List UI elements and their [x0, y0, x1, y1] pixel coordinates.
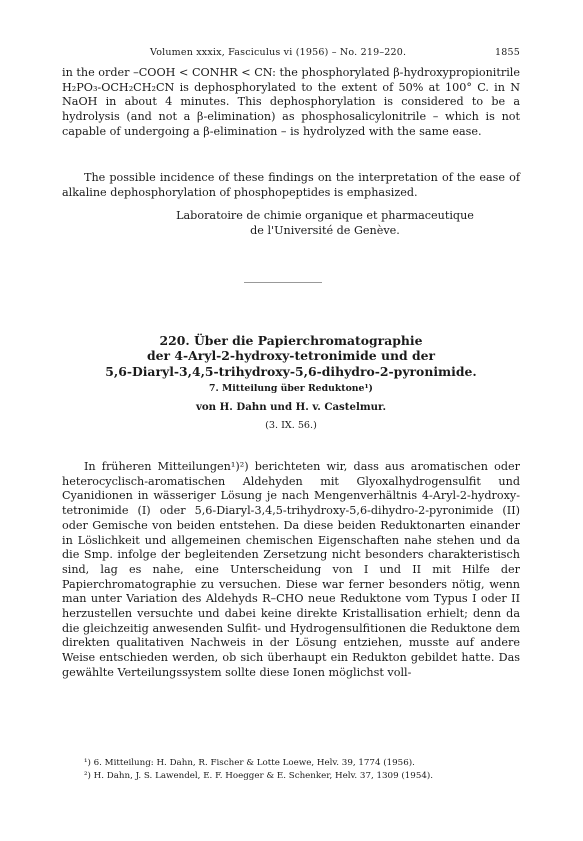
article-authors: von H. Dahn und H. v. Castelmur. [195, 401, 387, 413]
incidence-text: The possible incidence of these findings on the interpretation of the ease of alkaline dephosphorylation of phosphopeptides is emphasized. [62, 171, 520, 199]
affiliation-line-1: Laboratoire de chimie organique et pharmaceutique [176, 209, 474, 222]
intro-paragraph [62, 460, 520, 681]
incidence-paragraph [62, 171, 520, 200]
affiliation [62, 208, 520, 238]
article-title-line-1: 220. Über die Papierchromatographie [159, 333, 423, 348]
page-number: 1855 [495, 47, 520, 58]
article-title-line-3: 5,6-Diaryl-3,4,5-trihydroxy-5,6-dihydro-2-pyronimide. [105, 363, 477, 379]
footnotes [62, 757, 520, 782]
intro-text: In früheren Mitteilungen¹)²) berichteten wir, dass aus aromatischen oder heterocyclisch-aromatischen Aldehyden mit Glyoxalhydrogensulfit und Cyanidionen in wässeriger Lösung je nach Mengenverhältnis 4-Aryl-2-hydroxy-tetronimide (I) oder 5,6-Diaryl-3,4,5-trihydroxy-5,6-dihydro-2-pyronimide (II) oder Gemische von beiden entstehen. Da diese beiden Reduktonarten einander in Löslichkeit und allgemeinen chemischen Eigenschaften nahe stehen und da die Smp. infolge der begleitenden Zersetzung nicht besonders charakteristisch sind, lag es nahe, eine Unterscheidung von I und II mit Hilfe der Papierchromatographie zu versuchen. Diese war ferner besonders nötig, wenn man unter Variation des Aldehyds R–CHO neue Reduktone vom Typus I oder II herzustellen versuchte und dabei keine direkte Kristallisation erhielt; denn da die gleichzeitig anwesenden Sulfit- und Hydrogensulfitionen die Reduktone dem direkten qualitativen Nachweis in der Lösung entziehen, musste auf andere Weise entschieden werden, ob sich überhaupt ein Redukton gebildet hatte. Das gewählte Verteilungssystem sollte diese Ionen möglichst voll- [62, 460, 520, 679]
continuation-text: in the order –COOH < CONHR < CN: the phosphorylated β-hydroxypropionitrile H₂PO₃-OCH₂CH₂CN is dephosphorylated to the extent of 50% at 100° C. in N NaOH in about 4 minutes. This dephosphorylation is considered to be a hydrolysis (and not a β-elimination) as phosphosalicylonitrile – which is not capable of undergoing a β-elimination – is hydrolyzed with the same ease. [62, 66, 520, 138]
article-title [62, 333, 520, 379]
continuation-paragraph [62, 66, 520, 140]
running-head: Volumen xxxix, Fasciculus vi (1956) – No. 219–220. [150, 47, 407, 58]
article-date: (3. IX. 56.) [265, 420, 317, 431]
article-title-line-2: der 4-Aryl-2-hydroxy-tetronimide und der [146, 348, 436, 364]
article-subtitle: 7. Mitteilung über Reduktone¹) [209, 383, 373, 394]
affiliation-line-2: de l'Université de Genève. [250, 224, 400, 237]
footnote-2: ²) H. Dahn, J. S. Lawendel, E. F. Hoegger & E. Schenker, Helv. 37, 1309 (1954). [84, 770, 434, 781]
section-divider [244, 282, 322, 283]
footnote-1: ¹) 6. Mitteilung: H. Dahn, R. Fischer & Lotte Loewe, Helv. 39, 1774 (1956). [84, 758, 415, 768]
